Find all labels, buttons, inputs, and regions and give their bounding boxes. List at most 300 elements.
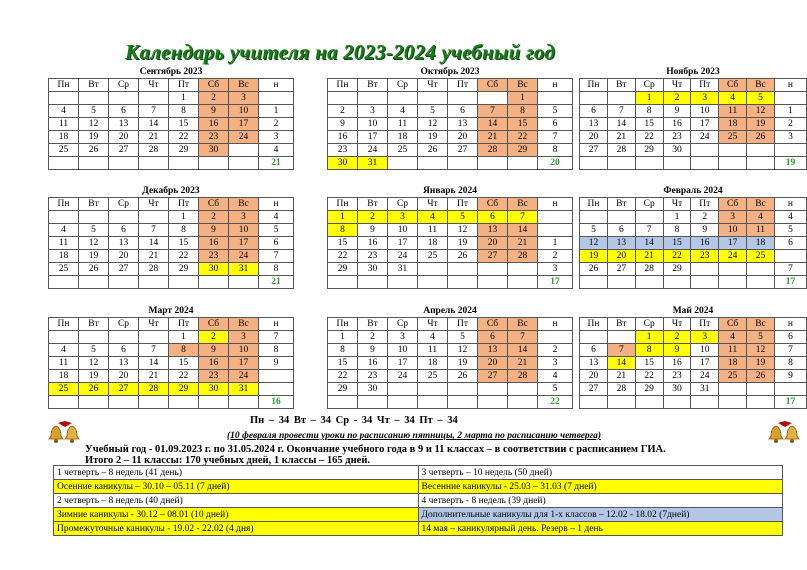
- day-cell: [580, 396, 608, 409]
- day-cell: 5: [448, 211, 478, 224]
- day-cell: 14: [139, 237, 169, 250]
- weekday-header: Ср: [388, 79, 418, 92]
- weekday-header: Вт: [358, 79, 388, 92]
- day-cell: 7: [607, 344, 635, 357]
- day-cell: 31: [229, 263, 259, 276]
- day-cell: 28: [508, 370, 538, 383]
- week-number-cell: [774, 250, 806, 263]
- week-number-cell: 5: [538, 383, 573, 396]
- day-cell: [508, 383, 538, 396]
- day-cell: 22: [328, 370, 358, 383]
- day-cell: 21: [139, 370, 169, 383]
- day-cell: [418, 157, 448, 170]
- day-cell: 6: [109, 224, 139, 237]
- weekday-header: Сб: [478, 79, 508, 92]
- week-number-cell: 7: [538, 131, 573, 144]
- week-number-cell: 1: [774, 105, 806, 118]
- weekday-header: Вс: [229, 198, 259, 211]
- day-cell: 26: [418, 144, 448, 157]
- day-cell: [747, 263, 775, 276]
- weekday-header: Ср: [109, 79, 139, 92]
- day-cell: 7: [508, 331, 538, 344]
- day-cell: 26: [79, 144, 109, 157]
- day-cell: 19: [79, 131, 109, 144]
- day-cell: 14: [508, 344, 538, 357]
- day-cell: [388, 92, 418, 105]
- day-cell: 12: [79, 237, 109, 250]
- week-number-cell: 2: [259, 118, 294, 131]
- day-cell: [478, 276, 508, 289]
- day-cell: 28: [139, 383, 169, 396]
- weekday-header: Пн: [49, 79, 79, 92]
- week-number-cell: [259, 383, 294, 396]
- day-cell: [79, 276, 109, 289]
- day-cell: 7: [607, 105, 635, 118]
- day-cell: 20: [580, 131, 608, 144]
- weekday-header: Пн: [580, 79, 608, 92]
- weekday-header: Ср: [635, 79, 663, 92]
- week-row: [49, 105, 294, 118]
- day-cell: 20: [109, 131, 139, 144]
- day-cell: 5: [79, 224, 109, 237]
- week-number-cell: 8: [259, 344, 294, 357]
- summary-cell: 14 мая – каникулярный день. Резерв – 1 день: [418, 522, 783, 536]
- day-cell: 4: [49, 105, 79, 118]
- day-cell: [169, 396, 199, 409]
- week-row: [580, 237, 807, 250]
- day-cell: [719, 383, 747, 396]
- weekday-header: Сб: [478, 318, 508, 331]
- summary-row: [54, 494, 783, 508]
- day-cell: 3: [719, 211, 747, 224]
- weekday-header: Пт: [169, 79, 199, 92]
- weekday-header: Пт: [169, 198, 199, 211]
- day-cell: 6: [580, 344, 608, 357]
- day-cell: 7: [508, 211, 538, 224]
- weekday-header: Чт: [139, 198, 169, 211]
- week-row: [580, 157, 807, 170]
- day-cell: 24: [691, 370, 719, 383]
- day-cell: 18: [747, 237, 775, 250]
- month-calendar: [48, 306, 294, 409]
- day-cell: [580, 276, 608, 289]
- day-cell: 2: [328, 105, 358, 118]
- day-cell: 23: [328, 144, 358, 157]
- day-cell: 11: [388, 118, 418, 131]
- week-number-cell: 20: [538, 157, 573, 170]
- day-cell: 14: [508, 224, 538, 237]
- week-number-cell: 2: [538, 344, 573, 357]
- bells-icon: [768, 420, 802, 446]
- day-cell: 25: [49, 383, 79, 396]
- day-cell: [580, 211, 608, 224]
- week-row: [580, 357, 807, 370]
- day-cell: 3: [388, 331, 418, 344]
- day-cell: 12: [418, 118, 448, 131]
- week-number-cell: [538, 211, 573, 224]
- week-number-cell: [774, 383, 806, 396]
- day-cell: 23: [358, 250, 388, 263]
- day-cell: 8: [635, 344, 663, 357]
- week-number-cell: 1: [538, 237, 573, 250]
- day-cell: 30: [199, 263, 229, 276]
- day-cell: 15: [328, 357, 358, 370]
- week-row: [49, 157, 294, 170]
- day-cell: 30: [199, 144, 229, 157]
- weekday-header: Сб: [478, 198, 508, 211]
- day-cell: 3: [229, 331, 259, 344]
- day-cell: 15: [169, 357, 199, 370]
- day-cell: 21: [508, 237, 538, 250]
- day-cell: [109, 331, 139, 344]
- day-cell: [139, 157, 169, 170]
- day-cell: 1: [169, 92, 199, 105]
- week-row: [49, 357, 294, 370]
- day-cell: 2: [663, 92, 691, 105]
- day-cell: 16: [358, 357, 388, 370]
- day-cell: 6: [448, 105, 478, 118]
- day-cell: 5: [448, 331, 478, 344]
- day-cell: [139, 276, 169, 289]
- day-cell: 23: [199, 370, 229, 383]
- day-cell: 10: [358, 118, 388, 131]
- day-cell: 21: [607, 370, 635, 383]
- day-cell: 26: [747, 131, 775, 144]
- day-cell: 19: [448, 237, 478, 250]
- day-cell: 13: [448, 118, 478, 131]
- day-cell: 19: [79, 370, 109, 383]
- week-number-cell: 7: [774, 344, 806, 357]
- week-row: [328, 250, 573, 263]
- day-cell: [79, 211, 109, 224]
- week-row: [580, 250, 807, 263]
- day-cell: 28: [139, 144, 169, 157]
- day-cell: 9: [328, 118, 358, 131]
- day-cell: 1: [508, 92, 538, 105]
- day-cell: 29: [328, 383, 358, 396]
- day-cell: 22: [508, 131, 538, 144]
- weekday-header: Сб: [719, 198, 747, 211]
- day-cell: 3: [229, 92, 259, 105]
- day-cell: 8: [328, 344, 358, 357]
- day-cell: 8: [328, 224, 358, 237]
- week-number-cell: 6: [774, 331, 806, 344]
- weekday-header: Вт: [79, 79, 109, 92]
- week-row: [328, 237, 573, 250]
- day-cell: 3: [358, 105, 388, 118]
- day-cell: 15: [169, 237, 199, 250]
- day-cell: [508, 263, 538, 276]
- month-name: Май 2024: [672, 306, 714, 316]
- day-cell: [508, 276, 538, 289]
- weekday-header: Ср: [635, 198, 663, 211]
- day-cell: 29: [635, 383, 663, 396]
- week-row: [328, 105, 573, 118]
- day-cell: 11: [418, 344, 448, 357]
- day-cell: [199, 396, 229, 409]
- day-cell: [418, 263, 448, 276]
- day-cell: 2: [691, 211, 719, 224]
- day-cell: [79, 92, 109, 105]
- summary-cell: Промежуточные каникулы - 19.02 - 22.02 (4 дня): [54, 522, 419, 536]
- day-cell: 16: [328, 131, 358, 144]
- month-calendar: [327, 67, 573, 170]
- day-cell: 16: [358, 237, 388, 250]
- weekday-header: Вс: [747, 318, 775, 331]
- day-cell: 26: [79, 383, 109, 396]
- day-cell: 17: [358, 131, 388, 144]
- day-cell: 16: [691, 237, 719, 250]
- day-cell: 30: [328, 157, 358, 170]
- bells-icon: [48, 420, 82, 446]
- day-cell: 1: [663, 211, 691, 224]
- summary-table: [53, 465, 783, 536]
- week-row: [49, 131, 294, 144]
- day-cell: 9: [199, 344, 229, 357]
- day-cell: 13: [580, 118, 608, 131]
- week-number-cell: 5: [538, 105, 573, 118]
- day-cell: 3: [691, 92, 719, 105]
- day-cell: 31: [388, 263, 418, 276]
- summary-cell: Весенние каникулы - 25.03 – 31.03 (7 дней): [418, 480, 783, 494]
- week-number-cell: 3: [538, 263, 573, 276]
- day-cell: [139, 211, 169, 224]
- month-calendar: [327, 186, 573, 289]
- summary-row: [54, 522, 783, 536]
- day-cell: 9: [663, 105, 691, 118]
- week-row: [49, 237, 294, 250]
- day-cell: 4: [49, 224, 79, 237]
- day-cell: 24: [229, 370, 259, 383]
- day-cell: 31: [229, 383, 259, 396]
- day-cell: [478, 157, 508, 170]
- week-number-cell: 7: [774, 263, 806, 276]
- day-cell: [607, 276, 635, 289]
- day-cell: 24: [358, 144, 388, 157]
- month-name: Март 2024: [148, 306, 194, 316]
- summary-row: [54, 480, 783, 494]
- month-name: Декабрь 2023: [142, 186, 200, 196]
- summary-row: [54, 508, 783, 522]
- week-number-cell: [774, 92, 806, 105]
- day-cell: 25: [418, 250, 448, 263]
- week-row: [328, 131, 573, 144]
- day-cell: 11: [49, 237, 79, 250]
- day-cell: 27: [109, 383, 139, 396]
- day-cell: [229, 396, 259, 409]
- day-cell: [388, 157, 418, 170]
- day-cell: [719, 144, 747, 157]
- week-row: [328, 357, 573, 370]
- day-cell: 15: [328, 237, 358, 250]
- week-number-cell: 8: [538, 144, 573, 157]
- day-cell: 17: [691, 357, 719, 370]
- weekday-header: Сб: [719, 79, 747, 92]
- day-cell: 22: [635, 370, 663, 383]
- month-calendar: [579, 306, 807, 409]
- summary-cell: 1 четверть – 8 недель (41 день): [54, 466, 419, 480]
- day-cell: 29: [169, 144, 199, 157]
- day-cell: 31: [691, 383, 719, 396]
- week-number-cell: 21: [259, 276, 294, 289]
- day-cell: 17: [691, 118, 719, 131]
- day-cell: 5: [747, 92, 775, 105]
- day-cell: 2: [358, 211, 388, 224]
- day-cell: 26: [747, 370, 775, 383]
- day-cell: [478, 383, 508, 396]
- day-cell: 27: [109, 263, 139, 276]
- day-cell: [607, 331, 635, 344]
- week-row: [580, 276, 807, 289]
- day-cell: 17: [388, 357, 418, 370]
- day-cell: [139, 92, 169, 105]
- day-cell: 13: [478, 224, 508, 237]
- day-cell: [109, 396, 139, 409]
- weekday-header: Сб: [199, 318, 229, 331]
- day-cell: 20: [478, 357, 508, 370]
- week-row: [49, 118, 294, 131]
- week-number-cell: [259, 92, 294, 105]
- weekday-header: Вс: [229, 318, 259, 331]
- day-cell: 21: [139, 131, 169, 144]
- day-cell: 4: [719, 92, 747, 105]
- week-row: [49, 344, 294, 357]
- summary-cell: Дополнительные каникулы для 1-х классов – 12.02 - 18.02 (7дней): [418, 508, 783, 522]
- day-cell: 29: [328, 263, 358, 276]
- week-row: [49, 92, 294, 105]
- weekday-header: Пт: [691, 318, 719, 331]
- day-cell: 19: [448, 357, 478, 370]
- day-cell: 14: [607, 118, 635, 131]
- day-cell: 28: [139, 263, 169, 276]
- day-cell: [49, 211, 79, 224]
- day-cell: [747, 276, 775, 289]
- day-cell: [691, 263, 719, 276]
- day-cell: [635, 396, 663, 409]
- day-cell: 14: [478, 118, 508, 131]
- day-cell: 19: [747, 357, 775, 370]
- day-cell: 3: [388, 211, 418, 224]
- weekday-header: Чт: [663, 318, 691, 331]
- summary-row: [54, 466, 783, 480]
- weekday-header: н: [774, 79, 806, 92]
- weekday-header: Ср: [388, 318, 418, 331]
- day-cell: 19: [747, 118, 775, 131]
- day-cell: 8: [169, 344, 199, 357]
- week-row: [328, 331, 573, 344]
- day-cell: 6: [478, 211, 508, 224]
- weekday-header: Вс: [747, 198, 775, 211]
- day-cell: [508, 157, 538, 170]
- day-cell: 2: [199, 331, 229, 344]
- month-name: Апрель 2024: [423, 306, 477, 316]
- month-calendar: [579, 67, 807, 170]
- day-cell: 14: [635, 237, 663, 250]
- day-cell: 7: [139, 224, 169, 237]
- week-row: [49, 211, 294, 224]
- day-cell: 13: [580, 357, 608, 370]
- day-cell: [109, 92, 139, 105]
- day-cell: 20: [109, 250, 139, 263]
- day-cell: 28: [607, 144, 635, 157]
- day-cell: [169, 276, 199, 289]
- day-cell: [448, 157, 478, 170]
- day-cell: 3: [691, 331, 719, 344]
- day-cell: 17: [229, 237, 259, 250]
- weekday-header: н: [538, 318, 573, 331]
- day-cell: 1: [169, 331, 199, 344]
- summary-cell: Осенние каникулы – 30.10 – 05.11 (7 дней): [54, 480, 419, 494]
- day-cell: [388, 383, 418, 396]
- day-cell: 10: [229, 105, 259, 118]
- day-cell: 28: [607, 383, 635, 396]
- weekday-header: Пн: [49, 198, 79, 211]
- day-cell: 21: [478, 131, 508, 144]
- day-cell: 24: [229, 250, 259, 263]
- week-number-cell: 4: [774, 211, 806, 224]
- day-cell: [109, 211, 139, 224]
- day-cell: 21: [508, 357, 538, 370]
- day-cell: 22: [169, 131, 199, 144]
- week-row: [49, 276, 294, 289]
- week-number-cell: [538, 92, 573, 105]
- day-cell: 27: [580, 383, 608, 396]
- weekday-header: Пт: [691, 79, 719, 92]
- week-number-cell: 6: [774, 237, 806, 250]
- day-cell: [358, 92, 388, 105]
- day-cell: 30: [663, 144, 691, 157]
- day-cell: 22: [663, 250, 691, 263]
- day-cell: 24: [388, 250, 418, 263]
- day-cell: [747, 383, 775, 396]
- day-cell: [388, 276, 418, 289]
- day-cell: 26: [580, 263, 608, 276]
- day-cell: 13: [109, 357, 139, 370]
- weekday-header: Пн: [328, 318, 358, 331]
- day-cell: 11: [49, 118, 79, 131]
- week-row: [328, 263, 573, 276]
- day-cell: 10: [229, 224, 259, 237]
- day-cell: 18: [719, 357, 747, 370]
- weekday-header: Вт: [79, 198, 109, 211]
- day-cell: [607, 92, 635, 105]
- week-row: [580, 396, 807, 409]
- week-row: [580, 263, 807, 276]
- day-cell: [635, 276, 663, 289]
- weekday-header: Пт: [448, 198, 478, 211]
- day-cell: 1: [169, 211, 199, 224]
- week-number-cell: 4: [259, 211, 294, 224]
- day-cell: [388, 396, 418, 409]
- day-cell: 2: [199, 92, 229, 105]
- day-cell: 9: [199, 105, 229, 118]
- week-row: [580, 105, 807, 118]
- day-cell: 13: [109, 118, 139, 131]
- day-cell: [691, 276, 719, 289]
- day-cell: [607, 396, 635, 409]
- month-calendar: [48, 186, 294, 289]
- day-cell: 11: [49, 357, 79, 370]
- day-cell: [199, 157, 229, 170]
- school-year-info: Учебный год - 01.09.2023 г. по 31.05.2024 г. Окончание учебного года в 9 и 11 классах – в соответствии с расписанием ГИА.: [85, 444, 666, 455]
- day-cell: 3: [229, 211, 259, 224]
- day-cell: 18: [49, 250, 79, 263]
- weekday-header: н: [538, 79, 573, 92]
- day-cell: 29: [663, 263, 691, 276]
- week-row: [580, 331, 807, 344]
- day-cell: [448, 276, 478, 289]
- month-name: Февраль 2024: [663, 186, 723, 196]
